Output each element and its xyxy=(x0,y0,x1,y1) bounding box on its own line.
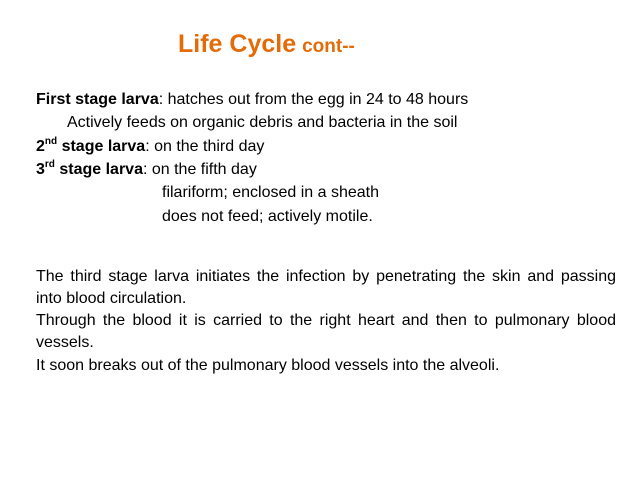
third-stage-detail-2: does not feed; actively motile. xyxy=(162,208,373,225)
second-stage-label-text: stage larva xyxy=(57,138,146,155)
first-stage-label: First stage larva xyxy=(36,91,159,108)
first-stage-text: : hatches out from the egg in 24 to 48 hours xyxy=(158,91,469,108)
title-sub: cont-- xyxy=(302,36,355,57)
third-stage-text: : on the fifth day xyxy=(142,161,257,178)
third-stage-suffix: rd xyxy=(44,158,55,170)
third-stage-label xyxy=(36,158,143,178)
third-stage-detail-1: filariform; enclosed in a sheath xyxy=(162,184,379,201)
second-stage-label xyxy=(36,135,146,155)
third-stage-line xyxy=(36,160,257,180)
second-stage-suffix: nd xyxy=(44,135,58,147)
title-main: Life Cycle xyxy=(178,30,297,58)
slide-title xyxy=(178,30,355,59)
second-stage-number: 2 xyxy=(36,138,45,155)
paragraph-infection: The third stage larva initiates the infection by penetrating the skin and passing into blood circulation. xyxy=(36,268,616,307)
second-stage-text: : on the third day xyxy=(145,138,265,155)
third-stage-label-text: stage larva xyxy=(54,161,143,178)
paragraph-circulation: Through the blood it is carried to the right heart and then to pulmonary blood vessels. xyxy=(36,312,616,351)
first-stage-line xyxy=(36,90,468,110)
paragraph-alveoli: It soon breaks out of the pulmonary blood vessels into the alveoli. xyxy=(36,357,500,374)
first-stage-detail: Actively feeds on organic debris and bacteria in the soil xyxy=(67,114,458,131)
third-stage-number: 3 xyxy=(36,161,45,178)
second-stage-line xyxy=(36,137,264,157)
